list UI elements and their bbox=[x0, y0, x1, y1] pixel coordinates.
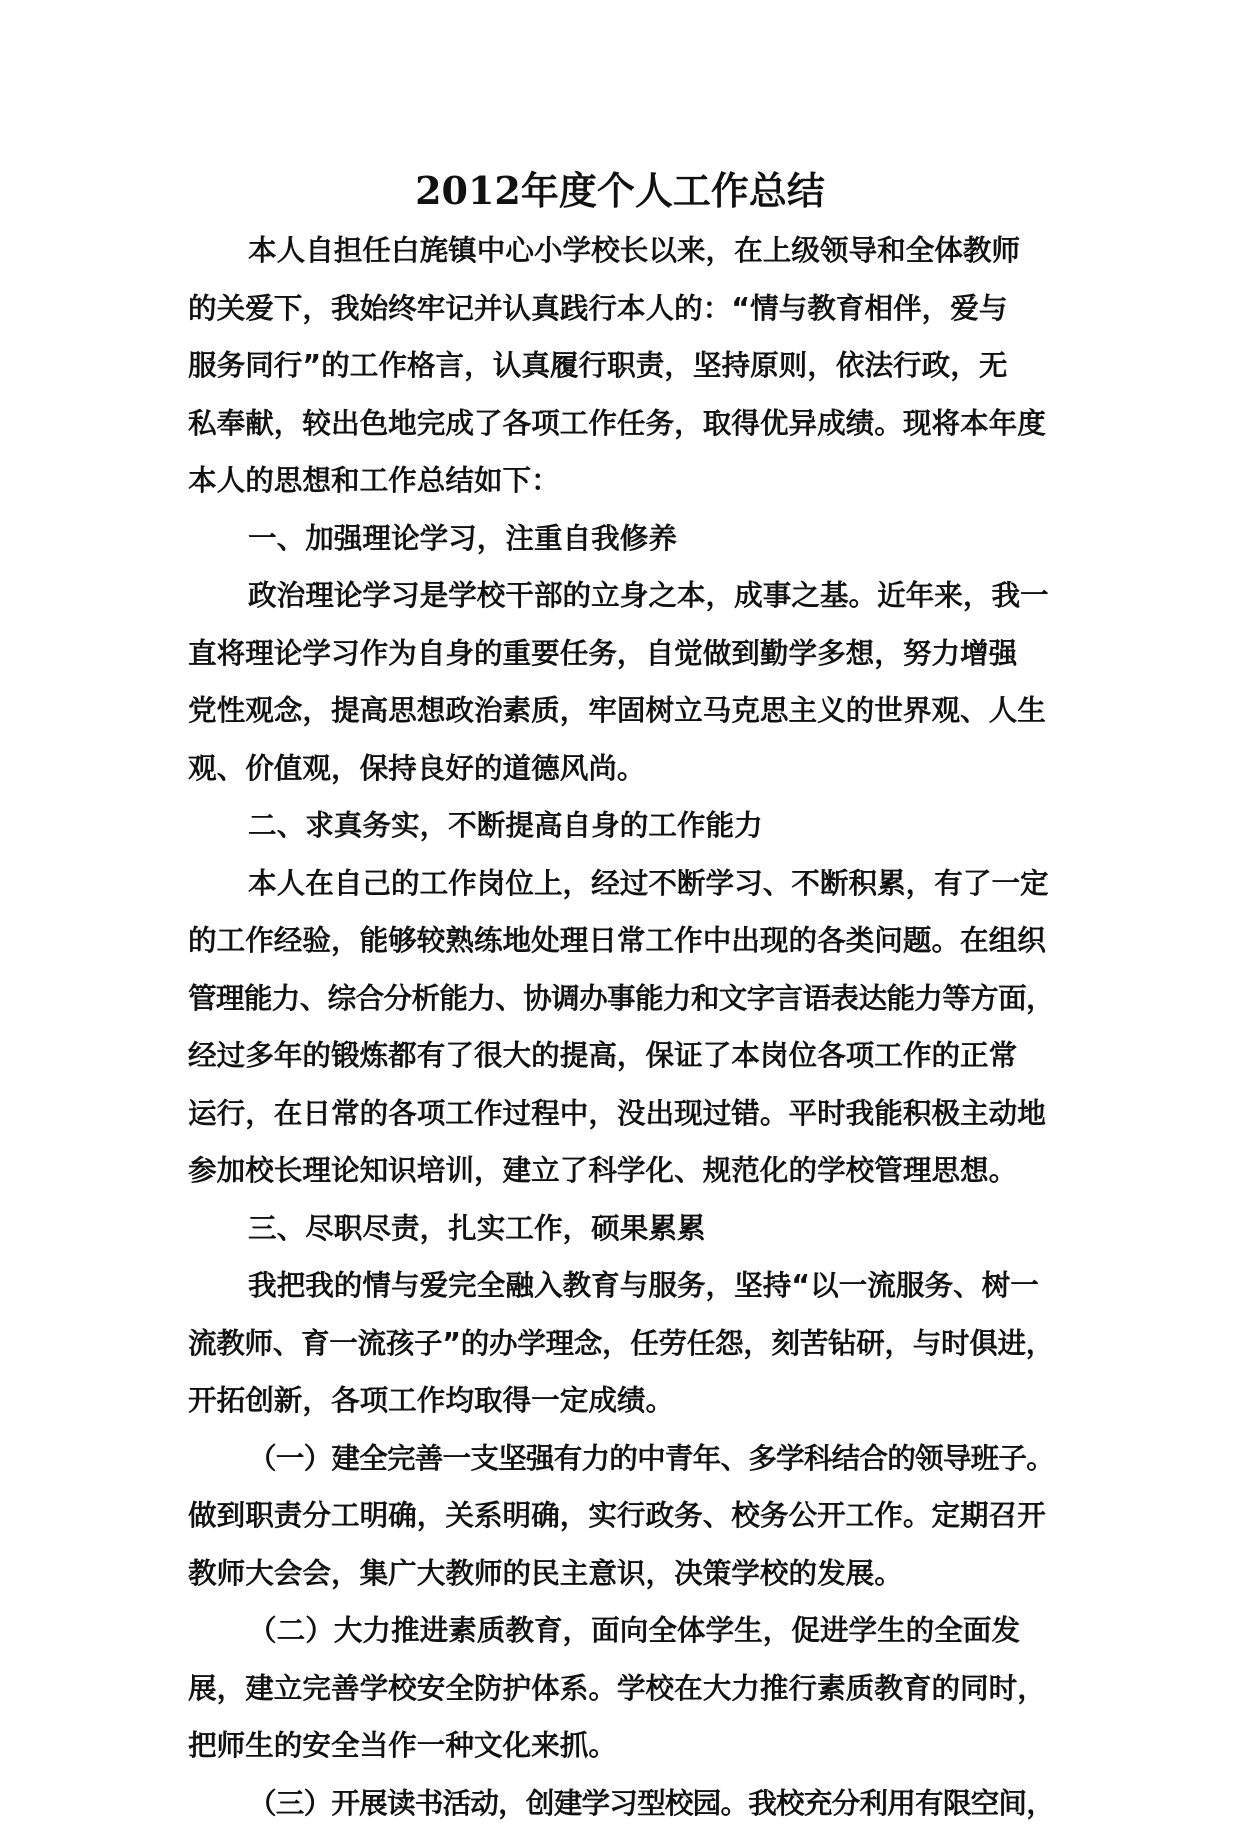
body-line: 观、价值观，保持良好的道德风尚。 bbox=[188, 740, 1054, 798]
document-body bbox=[188, 222, 1054, 1832]
body-line: （三）开展读书活动，创建学习型校园。我校充分利用有限空间， bbox=[188, 1775, 1054, 1832]
body-line: 流教师、育一流孩子”的办学理念，任劳任怨，刻苦钻研，与时俱进， bbox=[188, 1315, 1054, 1373]
body-line: 的工作经验，能够较熟练地处理日常工作中出现的各类问题。在组织 bbox=[188, 912, 1054, 970]
body-line: 展，建立完善学校安全防护体系。学校在大力推行素质教育的同时， bbox=[188, 1660, 1054, 1718]
body-line: 一、加强理论学习，注重自我修养 bbox=[188, 510, 1054, 568]
body-line: 本人自担任白旄镇中心小学校长以来，在上级领导和全体教师 bbox=[188, 222, 1054, 280]
body-line: （一）建全完善一支坚强有力的中青年、多学科结合的领导班子。 bbox=[188, 1430, 1054, 1488]
body-line: 私奉献，较出色地完成了各项工作任务，取得优异成绩。现将本年度 bbox=[188, 395, 1054, 453]
body-line: 政治理论学习是学校干部的立身之本，成事之基。近年来，我一 bbox=[188, 567, 1054, 625]
body-line: 服务同行”的工作格言，认真履行职责，坚持原则，依法行政，无 bbox=[188, 337, 1054, 395]
body-line: 党性观念，提高思想政治素质，牢固树立马克思主义的世界观、人生 bbox=[188, 682, 1054, 740]
body-line: 运行，在日常的各项工作过程中，没出现过错。平时我能积极主动地 bbox=[188, 1085, 1054, 1143]
body-line: 的关爱下，我始终牢记并认真践行本人的：“情与教育相伴，爱与 bbox=[188, 280, 1054, 338]
body-line: 二、求真务实，不断提高自身的工作能力 bbox=[188, 797, 1054, 855]
body-line: 把师生的安全当作一种文化来抓。 bbox=[188, 1717, 1054, 1775]
body-line: 本人在自己的工作岗位上，经过不断学习、不断积累，有了一定 bbox=[188, 855, 1054, 913]
body-line: 直将理论学习作为自身的重要任务，自觉做到勤学多想，努力增强 bbox=[188, 625, 1054, 683]
body-line: 教师大会会，集广大教师的民主意识，决策学校的发展。 bbox=[188, 1545, 1054, 1603]
body-line: 经过多年的锻炼都有了很大的提高，保证了本岗位各项工作的正常 bbox=[188, 1027, 1054, 1085]
body-line: 本人的思想和工作总结如下： bbox=[188, 452, 1054, 510]
body-line: 开拓创新，各项工作均取得一定成绩。 bbox=[188, 1372, 1054, 1430]
body-line: 做到职责分工明确，关系明确，实行政务、校务公开工作。定期召开 bbox=[188, 1487, 1054, 1545]
body-line: 三、尽职尽责，扎实工作，硕果累累 bbox=[188, 1200, 1054, 1258]
body-line: 我把我的情与爱完全融入教育与服务，坚持“以一流服务、树一 bbox=[188, 1257, 1054, 1315]
document-title: 2012年度个人工作总结 bbox=[0, 166, 1240, 216]
body-line: 参加校长理论知识培训，建立了科学化、规范化的学校管理思想。 bbox=[188, 1142, 1054, 1200]
body-line: 管理能力、综合分析能力、协调办事能力和文字言语表达能力等方面， bbox=[188, 970, 1054, 1028]
body-line: （二）大力推进素质教育，面向全体学生，促进学生的全面发 bbox=[188, 1602, 1054, 1660]
